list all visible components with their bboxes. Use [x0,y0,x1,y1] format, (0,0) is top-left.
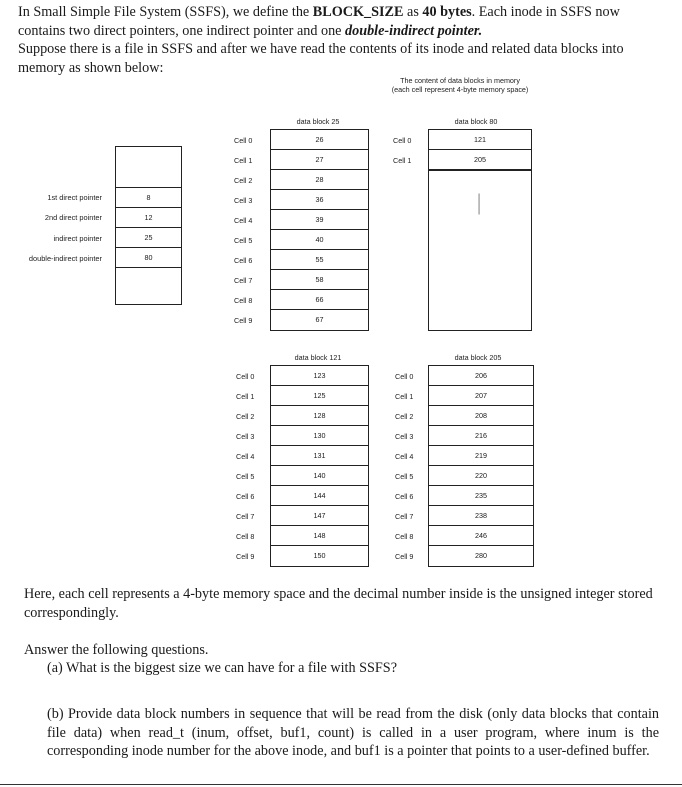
cell-value: 125 [271,386,368,406]
cell-label: Cell 2 [234,176,253,185]
inode-value: 80 [144,253,153,262]
cell-value: 39 [271,210,368,230]
cell-label: Cell 9 [234,316,253,325]
block-205-box [428,365,534,567]
cell-value: 36 [271,190,368,210]
inode-label: 1st direct pointer [47,193,102,202]
cell-value: 58 [271,270,368,290]
cell-value: 207 [429,386,533,406]
cell-value: 206 [429,366,533,386]
block-80-box [428,129,532,331]
block-title: data block 25 [296,117,340,126]
cell-label: Cell 4 [234,216,253,225]
cell-value: 66 [271,290,368,310]
intro-text: In Small Simple File System (SSFS), we define the [18,4,313,20]
block-25-box [270,129,369,331]
cell-value: 150 [313,551,326,560]
block-title: data block 205 [454,353,502,362]
cell-label: Cell 2 [395,412,414,421]
cell-label: Cell 1 [236,392,255,401]
block-size-value: 40 bytes [422,4,472,20]
cell-label: Cell 8 [234,296,253,305]
cell-label: Cell 6 [236,492,255,501]
cell-value: 144 [271,486,368,506]
cell-label: Cell 3 [234,196,253,205]
explanation-paragraph: Here, each cell represents a 4-byte memory space and the decimal number inside is the unsigned integer stored correspondingly. [24,586,653,621]
question-b: (b) Provide data block numbers in sequence that will be read from the disk (only data blocks that contain file data) when read_t (inum, offset, buf1, count) is called in a user program, where inum is the corresponding inode number for the above inode, and buf1 is a pointer that points to a user-defined buffer. [47,706,659,759]
cell-label: Cell 0 [393,136,412,145]
cell-value: 28 [271,170,368,190]
cell-value: 128 [271,406,368,426]
cell-label: Cell 0 [236,372,255,381]
cell-label: Cell 2 [236,412,255,421]
cell-label: Cell 5 [395,472,414,481]
cell-value: 130 [271,426,368,446]
block-121-box [270,365,369,567]
cell-value: 220 [429,466,533,486]
cell-value: 216 [429,426,533,446]
cell-value: 121 [429,130,531,150]
inode-label: indirect pointer [53,234,102,243]
cell-value: 131 [271,446,368,466]
cell-value: 246 [429,526,533,546]
cell-value: 40 [271,230,368,250]
caption-line-2: (each cell represent 4-byte memory space) [391,85,529,94]
cell-value: 208 [429,406,533,426]
cell-value: 27 [271,150,368,170]
caption-line-1: The content of data blocks in memory [400,76,520,85]
cell-label: Cell 6 [395,492,414,501]
cell-label: Cell 1 [234,156,253,165]
answer-instructions: Answer the following questions. [24,642,209,658]
cell-value: 205 [429,150,531,170]
block-title: data block 121 [294,353,342,362]
diagram-caption [370,76,550,94]
cell-label: Cell 5 [234,236,253,245]
cell-value: 147 [271,506,368,526]
cell-value: 123 [271,366,368,386]
cell-label: Cell 0 [395,372,414,381]
ellipsis-icon: | | | [478,194,480,215]
cell-label: Cell 1 [395,392,414,401]
bottom-rule [0,784,682,785]
cell-value: 280 [475,551,487,560]
cell-value: 235 [429,486,533,506]
question-a: (a) What is the biggest size we can have for a file with SSFS? [47,660,397,676]
cell-label: Cell 9 [236,552,255,561]
cell-label: Cell 7 [395,512,414,521]
intro-paragraph [18,3,668,77]
block-title: data block 80 [454,117,498,126]
inode-value: 25 [144,233,153,242]
cell-value: 238 [429,506,533,526]
cell-label: Cell 9 [395,552,414,561]
cell-label: Cell 7 [234,276,253,285]
cell-label: Cell 4 [236,452,255,461]
cell-label: Cell 1 [393,156,412,165]
cell-label: Cell 8 [236,532,255,541]
cell-label: Cell 3 [236,432,255,441]
cell-value: 55 [271,250,368,270]
double-indirect-term: double-indirect pointer. [345,22,483,39]
inode-label: double-indirect pointer [28,254,102,263]
inode-value: 8 [146,193,151,202]
cell-label: Cell 3 [395,432,414,441]
cell-value: 26 [271,130,368,150]
block-size-term: BLOCK_SIZE [312,4,404,20]
cell-label: Cell 7 [236,512,255,521]
cell-label: Cell 5 [236,472,255,481]
cell-value: 148 [271,526,368,546]
cell-value: 67 [315,315,324,324]
inode-box [115,146,182,305]
intro-text: as [403,4,423,20]
cell-label: Cell 8 [395,532,414,541]
cell-label: Cell 0 [234,136,253,145]
inode-value: 12 [144,213,153,222]
cell-value: 140 [271,466,368,486]
cell-label: Cell 4 [395,452,414,461]
intro-text: . Each inode in SSFS now contains two direct pointers, one indirect pointer and one [18,4,620,39]
cell-value: 219 [429,446,533,466]
intro-text-2: Suppose there is a file in SSFS and after we have read the contents of its inode and related data blocks into memory as shown below: [18,41,624,76]
inode-label: 2nd direct pointer [44,213,102,222]
cell-label: Cell 6 [234,256,253,265]
